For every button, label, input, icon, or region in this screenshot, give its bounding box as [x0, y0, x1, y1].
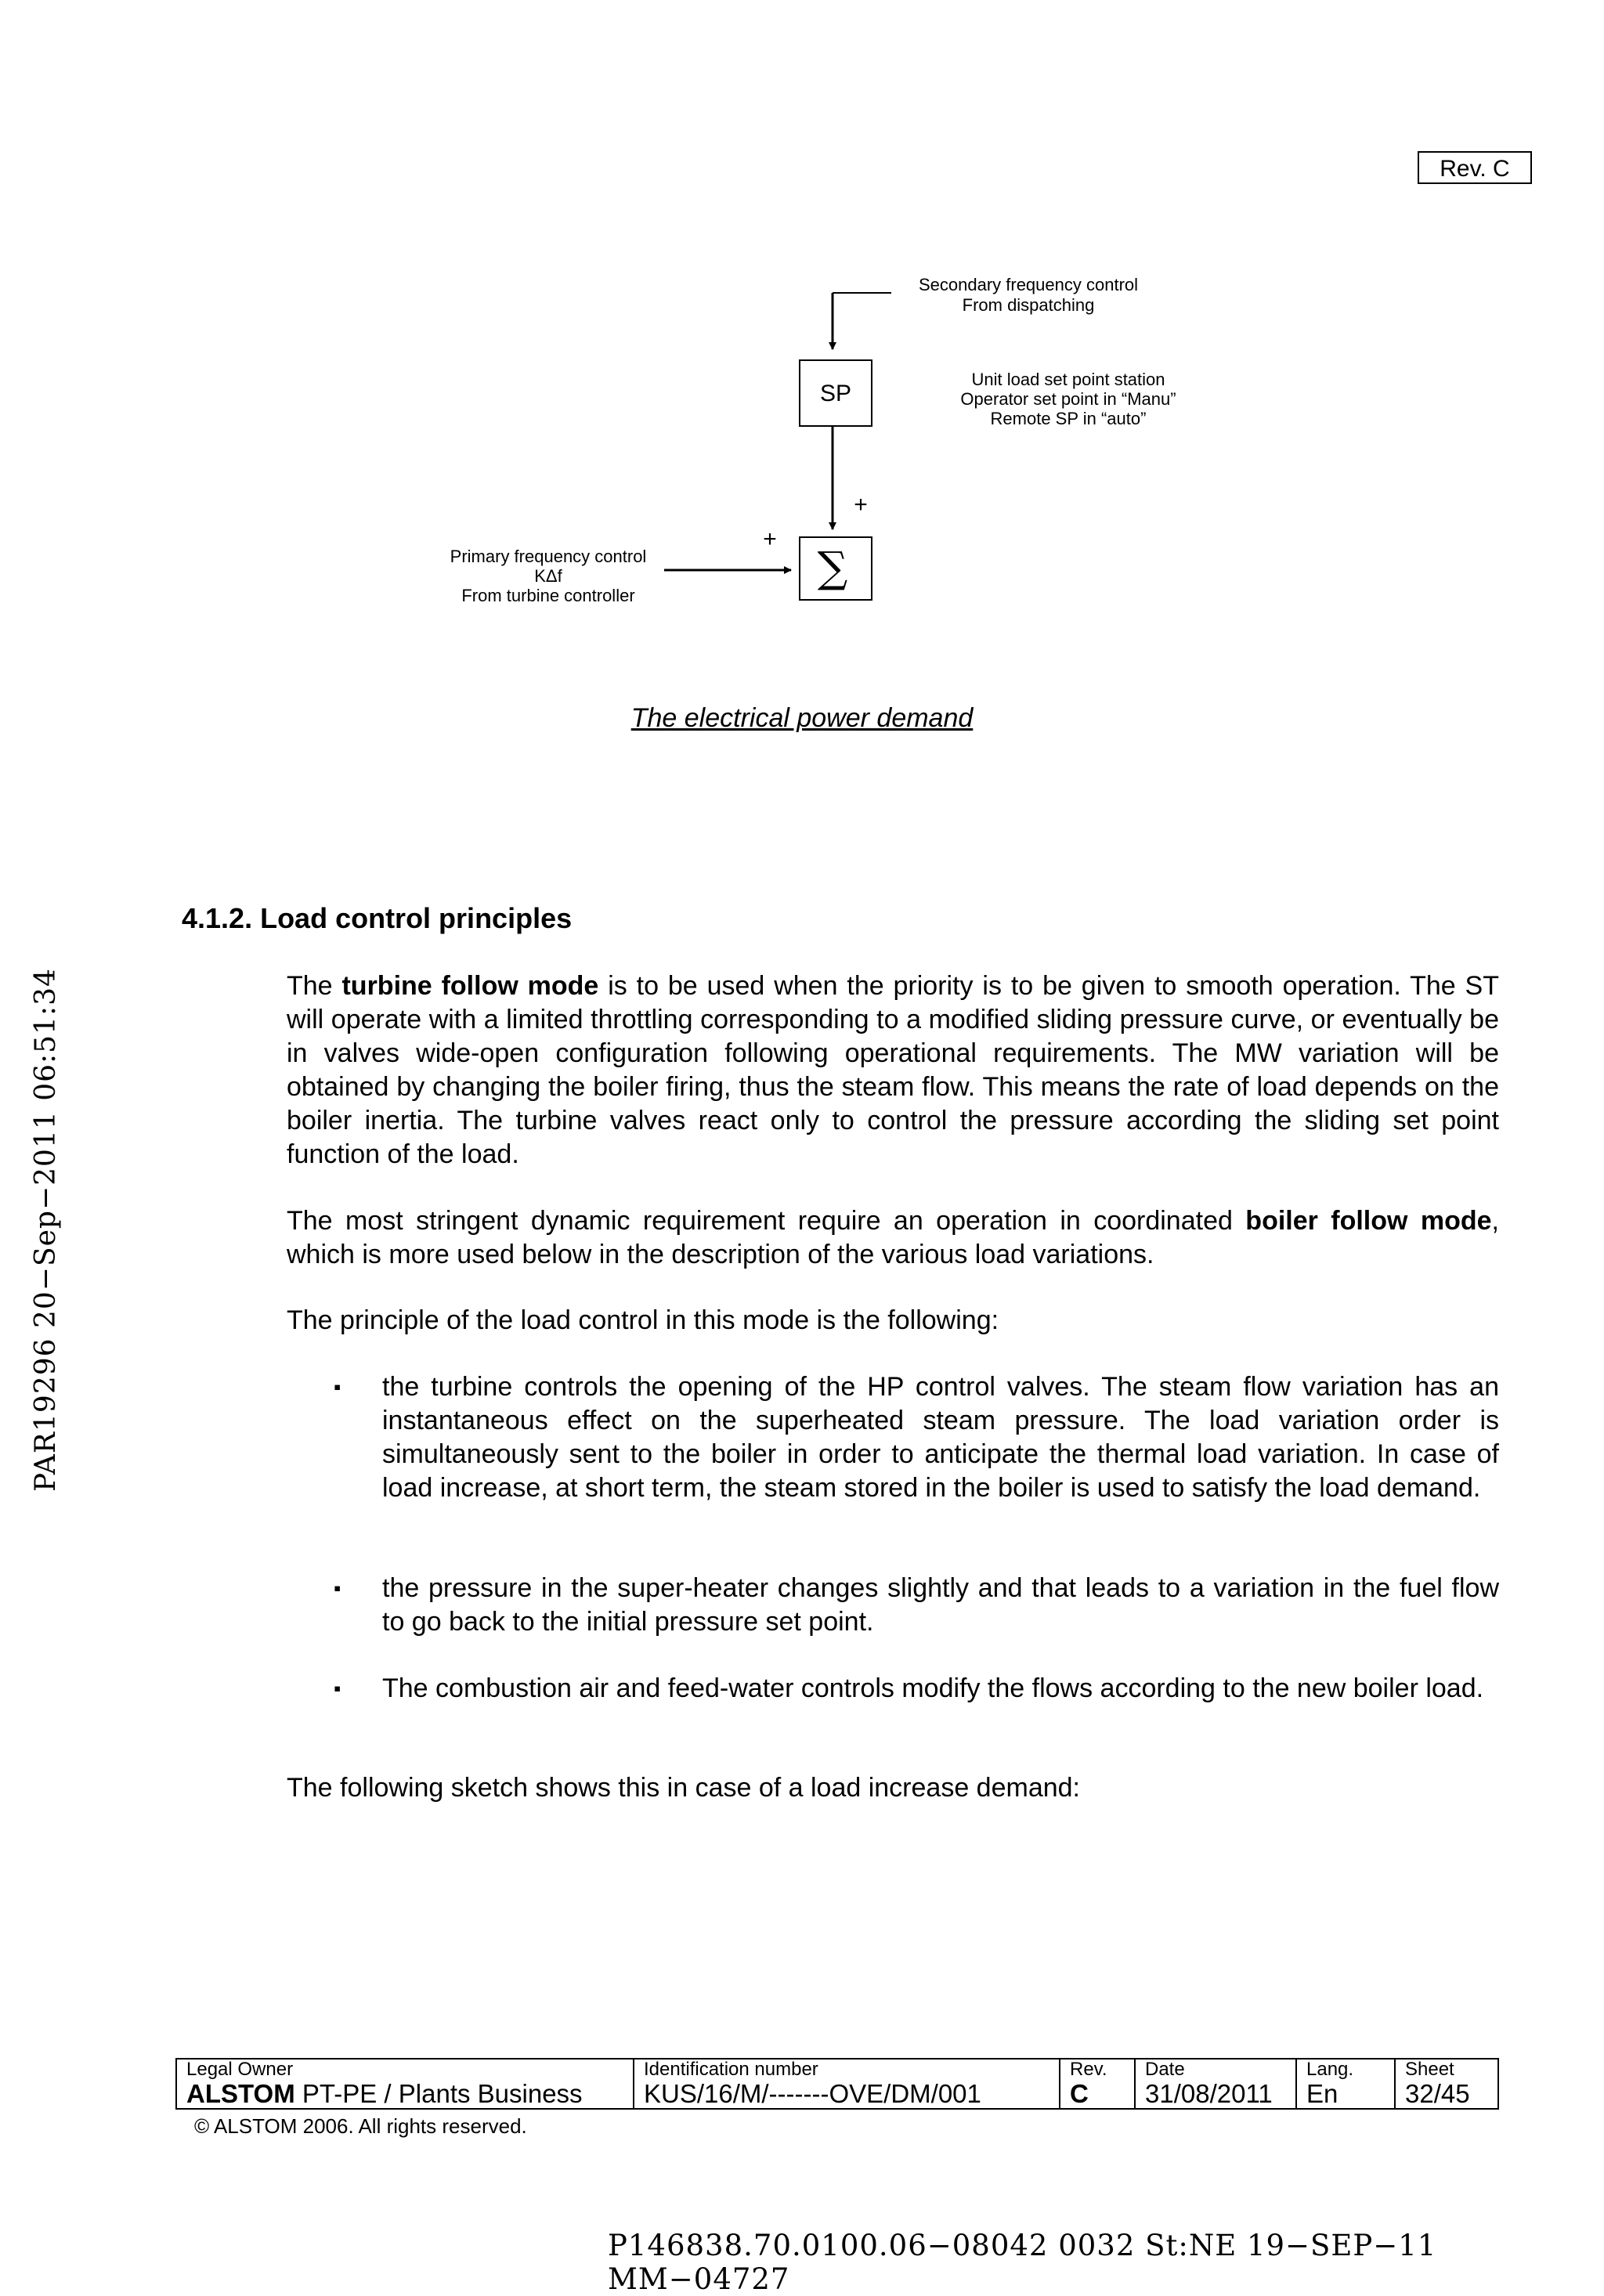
footer-table: [175, 2058, 1499, 2110]
date-value: 31/08/2011: [1145, 2079, 1273, 2108]
footer-id-cell: [634, 2059, 1060, 2109]
p4-text: The following sketch shows this in case of a load increase demand:: [287, 1773, 1080, 1803]
footer-lang-cell: [1296, 2059, 1395, 2109]
p1-post: is to be used when the priority is to be given to smooth operation. The ST will operate with a limited throttling corresponding to a modified sliding pressure curve, or eventually be in valves wide-open configuration following operational requirements. The MW variation will be obtained by changing the boiler firing, thus the steam flow. This means the rate of load depends on the boiler inertia. The turbine valves react only to control the pressure according the sliding set point function of the load.: [287, 971, 1499, 1169]
legal-owner-rest: PT-PE / Plants Business: [294, 2079, 583, 2108]
paragraph-sketch-intro: [287, 1771, 1499, 1805]
figure-caption: The electrical power demand: [630, 703, 974, 733]
p2-pre: The most stringent dynamic requirement require an operation in coordinated: [287, 1206, 1246, 1236]
power-demand-diagram: [0, 0, 1604, 783]
bullet-text: the turbine controls the opening of the HP control valves. The steam flow variation has an instantaneous effect on the superheated steam pressure. The load variation order is simultaneously sent to the boiler in order to anticipate the thermal load variation. In case of load increase, at short term, the steam stored in the boiler is used to satisfy the load demand.: [382, 1372, 1499, 1503]
legal-owner-label: Legal Owner: [186, 2059, 294, 2080]
list-item: [287, 1672, 1499, 1706]
list-item: [287, 1370, 1499, 1505]
unit-label-line2: Operator set point in “Manu”: [960, 389, 1176, 409]
paragraph-boiler-follow: [287, 1204, 1499, 1272]
bottom-archive-stamp: P146838.70.0100.06−08042 0032 St:NE 19−SEP−11 MM−04727: [608, 2229, 1437, 2296]
plus-sign-top: +: [854, 492, 868, 518]
secondary-label-line2: From dispatching: [962, 295, 1095, 315]
secondary-label-line1: Secondary frequency control: [918, 275, 1139, 294]
sp-block-label: SP: [819, 381, 852, 406]
footer-date-cell: [1135, 2059, 1296, 2109]
secondary-input-arrow: [833, 293, 891, 349]
primary-label-line2: KΔf: [534, 566, 562, 586]
p2-post: , which is more used below in the description of the various load variations.: [287, 1206, 1499, 1269]
list-item: [287, 1572, 1499, 1639]
unit-label-line3: Remote SP in “auto”: [990, 409, 1147, 428]
sheet-label: Sheet: [1405, 2059, 1454, 2080]
copyright-notice: © ALSTOM 2006. All rights reserved.: [194, 2114, 527, 2138]
side-archive-stamp: PAR19296 20−Sep−2011 06:51:34: [30, 968, 62, 1492]
primary-label-line3: From turbine controller: [461, 586, 635, 605]
primary-label-line1: Primary frequency control: [450, 547, 647, 566]
footer-sheet-cell: [1395, 2059, 1498, 2109]
lang-label: Lang.: [1306, 2059, 1354, 2080]
bullet-square-icon: ▪: [334, 1576, 341, 1600]
bullet-text: The combustion air and feed-water controls modify the flows according to the new boiler load.: [382, 1673, 1484, 1703]
legal-owner-bold: ALSTOM: [186, 2079, 295, 2108]
paragraph-turbine-follow: [287, 969, 1499, 1171]
sigma-symbol: ∑: [817, 543, 848, 592]
bullet-text: the pressure in the super-heater changes slightly and that leads to a variation in the fuel flow to go back to the initial pressure set point.: [382, 1573, 1499, 1637]
date-label: Date: [1145, 2059, 1185, 2080]
rev-value: C: [1070, 2079, 1089, 2108]
p2-bold: boiler follow mode: [1245, 1206, 1492, 1236]
lang-value: En: [1306, 2079, 1338, 2108]
p3-text: The principle of the load control in this mode is the following:: [287, 1305, 999, 1335]
p1-bold: turbine follow mode: [341, 971, 599, 1001]
id-value: KUS/16/M/-------OVE/DM/001: [644, 2079, 981, 2108]
p1-pre: The: [287, 971, 342, 1001]
bullet-square-icon: ▪: [334, 1375, 341, 1399]
sheet-value: 32/45: [1405, 2079, 1470, 2108]
footer-legal-owner-cell: [176, 2059, 634, 2109]
rev-label: Rev.: [1070, 2059, 1107, 2080]
unit-label-line1: Unit load set point station: [971, 370, 1165, 389]
bullet-square-icon: ▪: [334, 1677, 341, 1700]
section-heading: 4.1.2. Load control principles: [182, 902, 573, 934]
legal-owner-value: [186, 2080, 633, 2108]
id-label: Identification number: [644, 2059, 818, 2080]
footer-rev-cell: [1060, 2059, 1135, 2109]
plus-sign-left: +: [763, 526, 777, 552]
paragraph-principle-intro: [287, 1304, 1499, 1338]
revision-box: Rev. C: [1418, 151, 1532, 184]
